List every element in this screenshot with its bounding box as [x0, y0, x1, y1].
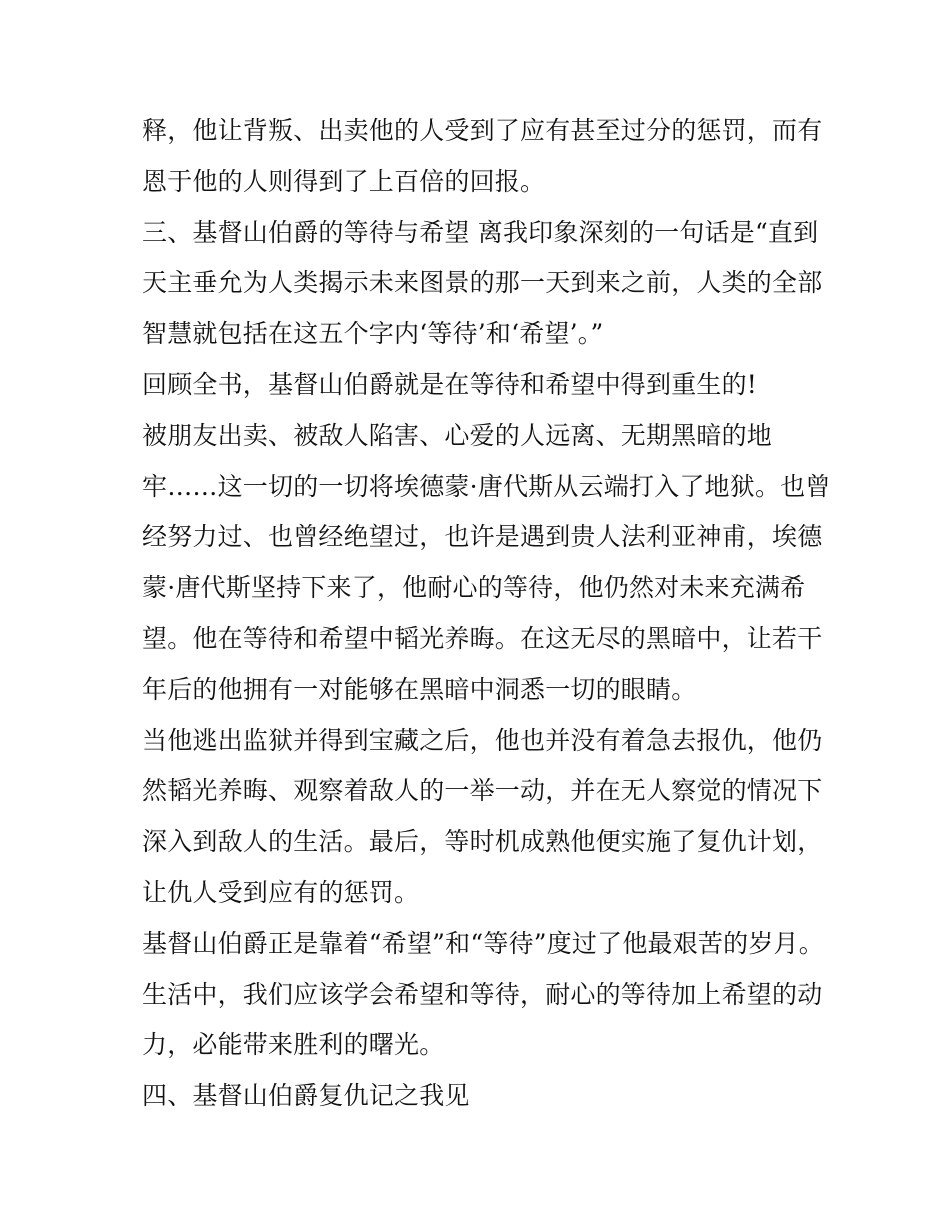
text-line: 当他逃出监狱并得到宝藏之后，他也并没有着急去报仇，他仍: [142, 725, 823, 755]
text-line: 望。他在等待和希望中韬光养晦。在这无尽的黑暗中，让若干: [142, 623, 823, 653]
text-line: 被朋友出卖、被敌人陷害、心爱的人远离、无期黑暗的地: [142, 420, 773, 450]
text-line: 生活中，我们应该学会希望和等待，耐心的等待加上希望的动: [142, 979, 823, 1009]
text-line: 天主垂允为人类揭示未来图景的那一天到来之前，人类的全部: [142, 268, 823, 298]
text-line: 深入到敌人的生活。最后，等时机成熟他便实施了复仇计划，: [142, 827, 823, 857]
text-line: 基督山伯爵正是靠着“希望”和“等待”度过了他最艰苦的岁月。: [142, 928, 824, 958]
text-line: 智慧就包括在这五个字内‘等待’和‘希望’。”: [142, 319, 604, 349]
text-line: 力，必能带来胜利的曙光。: [142, 1030, 445, 1060]
section-heading-line: 三、基督山伯爵的等待与希望 离我印象深刻的一句话是“直到: [142, 217, 819, 247]
section-heading-line: 四、基督山伯爵复仇记之我见: [142, 1081, 470, 1111]
text-line: 回顾全书，基督山伯爵就是在等待和希望中得到重生的!: [142, 369, 758, 399]
text-line: 释，他让背叛、出卖他的人受到了应有甚至过分的惩罚，而有: [142, 116, 823, 145]
text-line: 蒙·唐代斯坚持下来了，他耐心的等待，他仍然对未来充满希: [142, 573, 806, 603]
text-line: 然韬光养晦、观察着敌人的一举一动，并在无人察觉的情况下: [142, 776, 823, 806]
text-line: 经努力过、也曾经绝望过，也许是遇到贵人法利亚神甫，埃德: [142, 522, 823, 552]
text-line: 让仇人受到应有的惩罚。: [142, 877, 420, 907]
text-line: 牢……这一切的一切将埃德蒙·唐代斯从云端打入了地狱。也曾: [142, 471, 831, 501]
text-line: 年后的他拥有一对能够在黑暗中洞悉一切的眼睛。: [142, 674, 697, 704]
text-line: 恩于他的人则得到了上百倍的回报。: [142, 166, 546, 196]
document-body: [142, 106, 831, 1122]
